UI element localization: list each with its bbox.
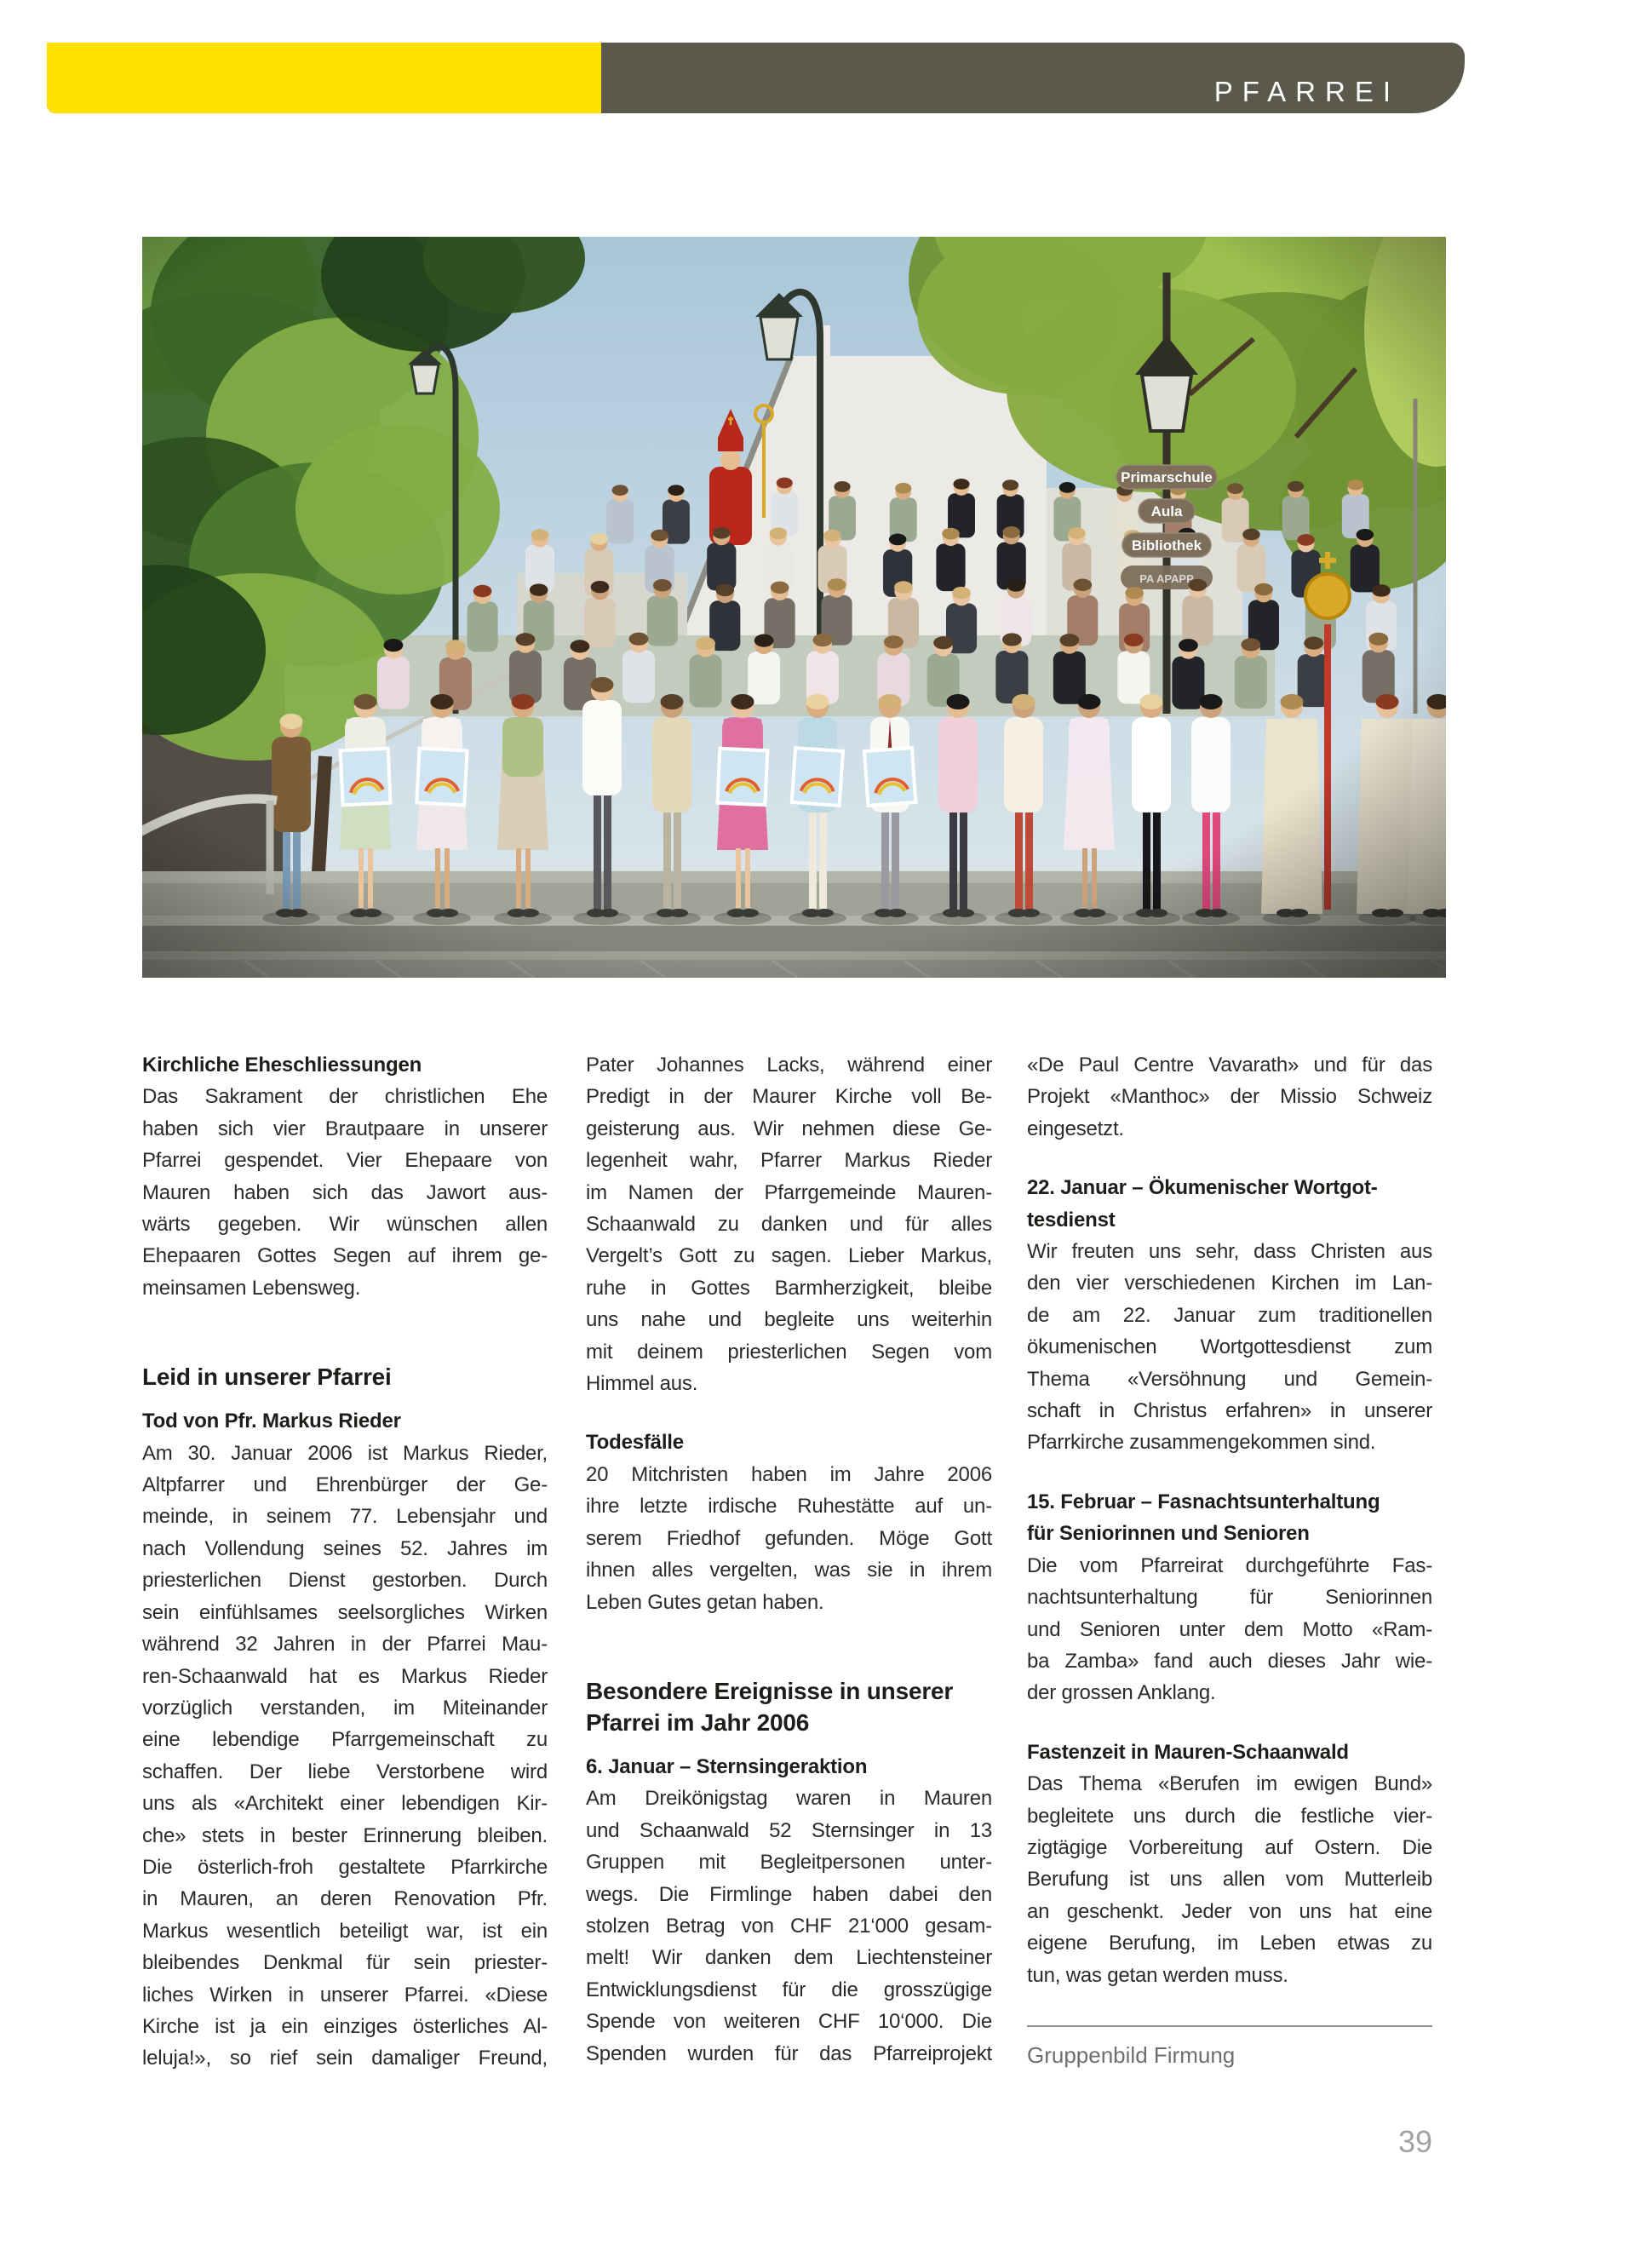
text-line: nachtsunterhaltung für Seniorinnen [1027, 1586, 1432, 1610]
text-line: Thema «Versöhnung und Gemein- [1027, 1367, 1432, 1391]
text-line: der grossen Anklang. [1027, 1681, 1216, 1705]
text-line: Schaanwald zu danken und für alles [586, 1213, 992, 1237]
text-line: bleibendes Denkmal für sein priester- [142, 1951, 548, 1975]
text-line: Wir freuten uns sehr, dass Christen aus [1027, 1240, 1432, 1264]
text-line: Die österlich-froh gestaltete Pfarrkirche [142, 1855, 548, 1879]
text-line: sein einfühlsames seelsorgliches Wirken [142, 1600, 548, 1624]
text-line: Fastenzeit in Mauren-Schaanwald [1027, 1740, 1349, 1764]
paragraph [142, 1438, 548, 2075]
paragraph [142, 1081, 548, 1304]
text-line: Die vom Pfarreirat durchgeführte Fas- [1027, 1553, 1432, 1577]
text-line: uns nahe und begleite uns weiterhin [586, 1308, 992, 1332]
text-line: in Mauren, an deren Renovation Pfr. [142, 1887, 548, 1911]
text-line: Kirche ist ja ein einziges österliches Al- [142, 2014, 548, 2038]
text-line: ihre letzte irdische Ruhestätte auf un- [586, 1495, 992, 1519]
text-column-3 [1027, 1049, 1432, 1991]
text-line: ihnen alles vergelten, was sie in ihrem [586, 1559, 992, 1582]
text-line: de am 22. Januar zum traditionellen [1027, 1303, 1432, 1327]
text-line: mit deinem priesterlichen Segen vom [586, 1340, 992, 1364]
text-line: Pfarrei im Jahr 2006 [586, 1708, 810, 1736]
text-line: Todesfälle [586, 1431, 684, 1455]
text-line: Altpfarrer und Ehrenbürger der Ge- [142, 1473, 548, 1497]
sub-heading [142, 1049, 548, 1081]
text-line: Markus wesentlich beteiligt war, ist ein [142, 1919, 548, 1943]
text-line: Kirchliche Eheschliessungen [142, 1054, 422, 1077]
text-line: 22. Januar – Ökumenischer Wortgot- [1027, 1176, 1378, 1200]
text-line: Am Dreikönigstag waren in Mauren [586, 1787, 992, 1811]
text-line: meinsamen Lebensweg. [142, 1276, 361, 1300]
text-line: leluja!», so rief sein damaliger Freund, [142, 2047, 548, 2070]
text-line: ba Zamba» fand auch dieses Jahr wie- [1027, 1649, 1432, 1673]
section-heading [142, 1361, 548, 1392]
section-heading [586, 1675, 992, 1738]
text-line: wärts gegeben. Wir wünschen allen [142, 1213, 548, 1237]
text-line: zigtägige Vorbereitung auf Ostern. Die [1027, 1835, 1432, 1859]
page-number: 39 [1397, 2124, 1432, 2159]
paragraph [586, 1049, 992, 1399]
text-line: «De Paul Centre Vavarath» und für das [1027, 1054, 1432, 1077]
text-line: Das Thema «Berufen im ewigen Bund» [1027, 1772, 1432, 1796]
text-line: Ehepaaren Gottes Segen auf ihrem ge- [142, 1244, 548, 1268]
paragraph [1027, 1768, 1432, 1991]
text-column-2 [586, 1049, 992, 2070]
sub-heading [1027, 1486, 1432, 1550]
text-line: Pfarrei gespendet. Vier Ehepaare von [142, 1149, 548, 1173]
text-line: eingesetzt. [1027, 1117, 1124, 1140]
caption-rule [1027, 2025, 1432, 2027]
text-line: Mauren haben sich das Jawort aus- [142, 1180, 548, 1204]
text-line: Gruppen mit Begleitpersonen unter- [586, 1851, 992, 1875]
text-line: geisterung aus. Wir nehmen diese Ge- [586, 1117, 992, 1140]
text-line: Leid in unserer Pfarrei [142, 1364, 392, 1391]
text-line: Predigt in der Maurer Kirche voll Be- [586, 1085, 992, 1109]
text-line: eine lebendige Pfarrgemeinschaft zu [142, 1728, 548, 1752]
text-line: haben sich vier Brautpaare in unserer [142, 1117, 548, 1140]
text-line: während 32 Jahren in der Pfarrei Mau- [142, 1633, 548, 1657]
header-yellow-block [47, 43, 601, 113]
text-line: Leben Gutes getan haben. [586, 1590, 824, 1614]
text-column-1 [142, 1049, 548, 2075]
sub-heading [1027, 1172, 1432, 1236]
text-line: eigene Berufung, im Leben etwas zu [1027, 1932, 1432, 1955]
text-line: Entwicklungsdienst für die grosszügige [586, 1978, 992, 2001]
sub-heading [1027, 1737, 1432, 1768]
paragraph [586, 1783, 992, 2070]
text-line: vorzüglich verstanden, im Miteinander [142, 1696, 548, 1720]
text-line: den vier verschiedenen Kirchen im Lan- [1027, 1272, 1432, 1295]
text-line: wegs. Die Firmlinge haben dabei den [586, 1882, 992, 1906]
text-line: serem Friedhof gefunden. Möge Gott [586, 1526, 992, 1550]
vignette [142, 237, 1446, 978]
sub-heading [586, 1427, 992, 1458]
text-line: Berufung ist uns allen vom Mutterleib [1027, 1868, 1432, 1892]
text-line: 6. Januar – Sternsingeraktion [586, 1754, 868, 1778]
paragraph [586, 1459, 992, 1618]
text-line: meinde, in seinem 77. Lebensjahr und [142, 1505, 548, 1529]
text-line: ruhe in Gottes Barmherzigkeit, bleibe [586, 1276, 992, 1300]
text-line: Projekt «Manthoc» der Missio Schweiz [1027, 1085, 1432, 1109]
text-line: tun, was getan werden muss. [1027, 1963, 1288, 1987]
text-line: ökumenischen Wortgottesdienst zum [1027, 1335, 1432, 1359]
text-line: Besondere Ereignisse in unserer [586, 1677, 954, 1704]
section-title: PFARREI [1213, 76, 1400, 107]
text-line: Tod von Pfr. Markus Rieder [142, 1410, 401, 1433]
text-line: liches Wirken in unserer Pfarrei. «Diese [142, 1983, 548, 2007]
sub-heading [142, 1405, 548, 1437]
text-line: ren-Schaanwald hat es Markus Rieder [142, 1664, 548, 1688]
text-line: und Senioren unter dem Motto «Ram- [1027, 1617, 1432, 1641]
photo-caption: Gruppenbild Firmung [1027, 2042, 1236, 2068]
text-line: Am 30. Januar 2006 ist Markus Rieder, [142, 1441, 548, 1465]
paragraph [1027, 1550, 1432, 1709]
text-line: im Namen der Pfarrgemeinde Mauren- [586, 1180, 992, 1204]
text-line: stolzen Betrag von CHF 21‘000 gesam- [586, 1914, 992, 1938]
text-line: uns als «Architekt einer lebendigen Kir- [142, 1792, 548, 1816]
text-line: Himmel aus. [586, 1372, 698, 1396]
text-line: schaffen. Der liebe Verstorbene wird [142, 1760, 548, 1783]
sub-heading [586, 1751, 992, 1783]
firmung-group-photo [142, 237, 1446, 978]
text-line: Pater Johannes Lacks, während einer [586, 1054, 992, 1077]
text-line: melt! Wir danken dem Liechtensteiner [586, 1946, 992, 1970]
text-line: und Schaanwald 52 Sternsinger in 13 [586, 1818, 992, 1842]
text-line: Pfarrkirche zusammengekommen sind. [1027, 1431, 1376, 1455]
text-line: priesterlichen Dienst gestorben. Durch [142, 1569, 548, 1593]
text-line: begleitete uns durch die festliche vier- [1027, 1804, 1432, 1828]
text-line: schaft in Christus erfahren» in unserer [1027, 1399, 1432, 1423]
text-line: tesdienst [1027, 1208, 1116, 1232]
text-line: Spende von weiteren CHF 10‘000. Die [586, 2010, 992, 2034]
text-line: nach Vollendung seines 52. Jahres im [142, 1536, 548, 1560]
header-bar [47, 43, 1465, 113]
text-line: an geschenkt. Jeder von uns hat eine [1027, 1899, 1432, 1923]
text-line: 15. Februar – Fasnachtsunterhaltung [1027, 1490, 1380, 1513]
text-line: 20 Mitchristen haben im Jahre 2006 [586, 1462, 992, 1486]
text-line: für Seniorinnen und Senioren [1027, 1522, 1310, 1546]
photo-illustration [142, 237, 1446, 978]
text-line: Spenden wurden für das Pfarreiprojekt [586, 2041, 992, 2065]
text-line: Vergelt’s Gott zu sagen. Lieber Markus, [586, 1244, 992, 1268]
paragraph [1027, 1049, 1432, 1145]
text-line: che» stets in bester Erinnerung bleiben. [142, 1823, 548, 1847]
text-line: Das Sakrament der christlichen Ehe [142, 1085, 548, 1109]
paragraph [1027, 1236, 1432, 1459]
text-line: legenheit wahr, Pfarrer Markus Rieder [586, 1149, 992, 1173]
